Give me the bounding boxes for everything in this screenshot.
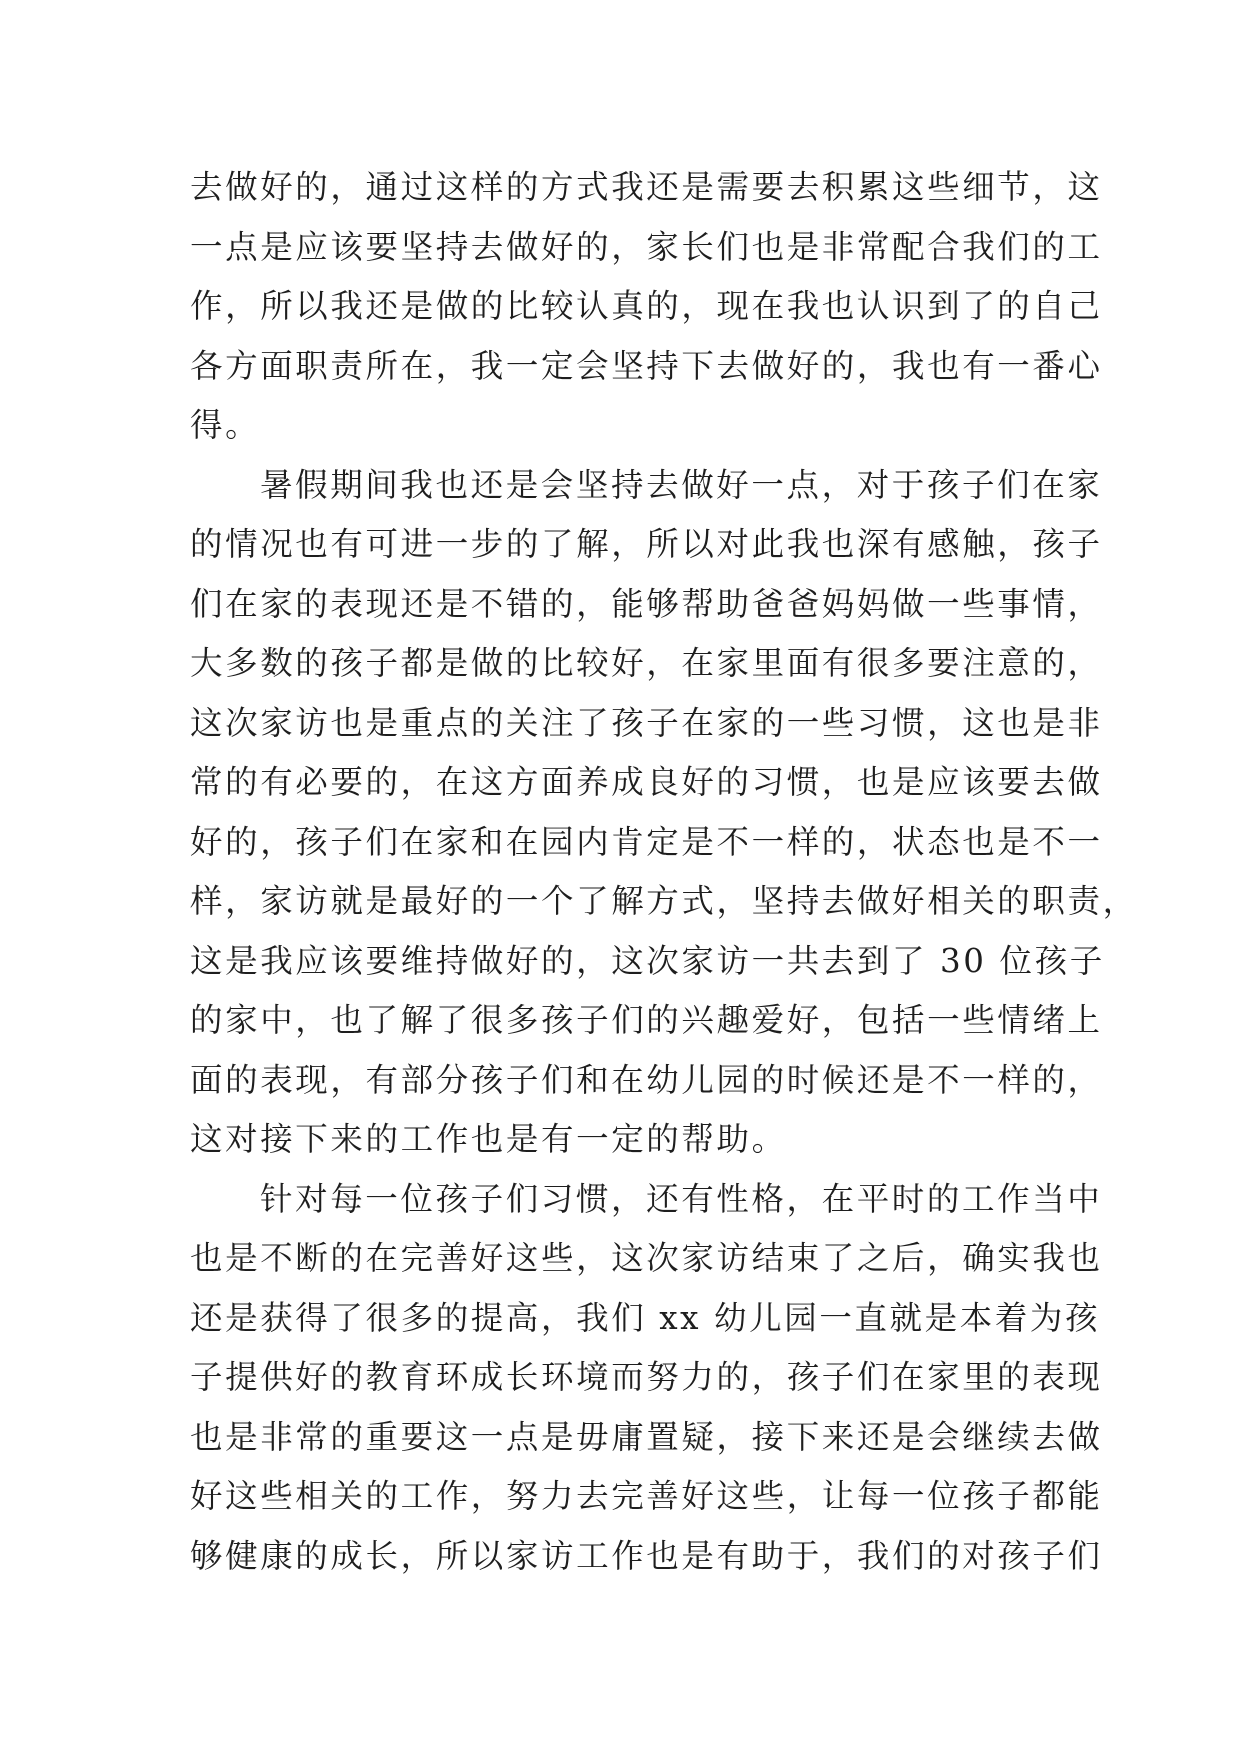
text-line: 作，所以我还是做的比较认真的，现在我也认识到了的自己 <box>190 287 1103 325</box>
text-line: 这次家访也是重点的关注了孩子在家的一些习惯，这也是非 <box>190 703 1103 742</box>
text-line: 也是不断的在完善好这些，这次家访结束了之后，确实我也 <box>190 1239 1103 1277</box>
text-line: 样，家访就是最好的一个了解方式，坚持去做好相关的职责， <box>190 882 1138 920</box>
text-line: 这对接下来的工作也是有一定的帮助。 <box>190 1120 787 1158</box>
text-line: 一点是应该要坚持去做好的，家长们也是非常配合我们的工 <box>190 227 1103 266</box>
text-line: 够健康的成长，所以家访工作也是有助于，我们的对孩子们 <box>190 1536 1103 1575</box>
text-line: 还是获得了很多的提高，我们 xx 幼儿园一直就是本着为孩 <box>190 1298 1101 1337</box>
text-line: 各方面职责所在，我一定会坚持下去做好的，我也有一番心 <box>190 346 1103 385</box>
text-line: 去做好的，通过这样的方式我还是需要去积累这些细节，这 <box>190 168 1103 206</box>
text-line: 子提供好的教育环成长环境而努力的，孩子们在家里的表现 <box>190 1358 1103 1396</box>
text-line: 的情况也有可进一步的了解，所以对此我也深有感触，孩子 <box>190 525 1103 563</box>
text-line: 们在家的表现还是不错的，能够帮助爸爸妈妈做一些事情， <box>190 584 1103 623</box>
paragraph <box>190 158 1103 456</box>
document-body <box>190 158 1138 1586</box>
text-line: 好这些相关的工作，努力去完善好这些，让每一位孩子都能 <box>190 1477 1103 1515</box>
text-line: 得。 <box>190 406 261 444</box>
text-line: 暑假期间我也还是会坚持去做好一点，对于孩子们在家 <box>260 465 1103 504</box>
text-line: 大多数的孩子都是做的比较好，在家里面有很多要注意的， <box>190 644 1103 682</box>
text-line: 也是非常的重要这一点是毋庸置疑，接下来还是会继续去做 <box>190 1417 1103 1456</box>
text-line: 这是我应该要维持做好的，这次家访一共去到了 30 位孩子 <box>190 941 1105 980</box>
paragraph <box>190 1170 1103 1587</box>
text-line: 面的表现，有部分孩子们和在幼儿园的时候还是不一样的， <box>190 1060 1103 1099</box>
text-line: 常的有必要的，在这方面养成良好的习惯，也是应该要去做 <box>190 763 1103 801</box>
paragraph <box>190 456 1138 1170</box>
text-line: 针对每一位孩子们习惯，还有性格，在平时的工作当中 <box>260 1179 1103 1218</box>
text-line: 的家中，也了解了很多孩子们的兴趣爱好，包括一些情绪上 <box>190 1001 1103 1039</box>
text-line: 好的，孩子们在家和在园内肯定是不一样的，状态也是不一 <box>190 822 1103 861</box>
